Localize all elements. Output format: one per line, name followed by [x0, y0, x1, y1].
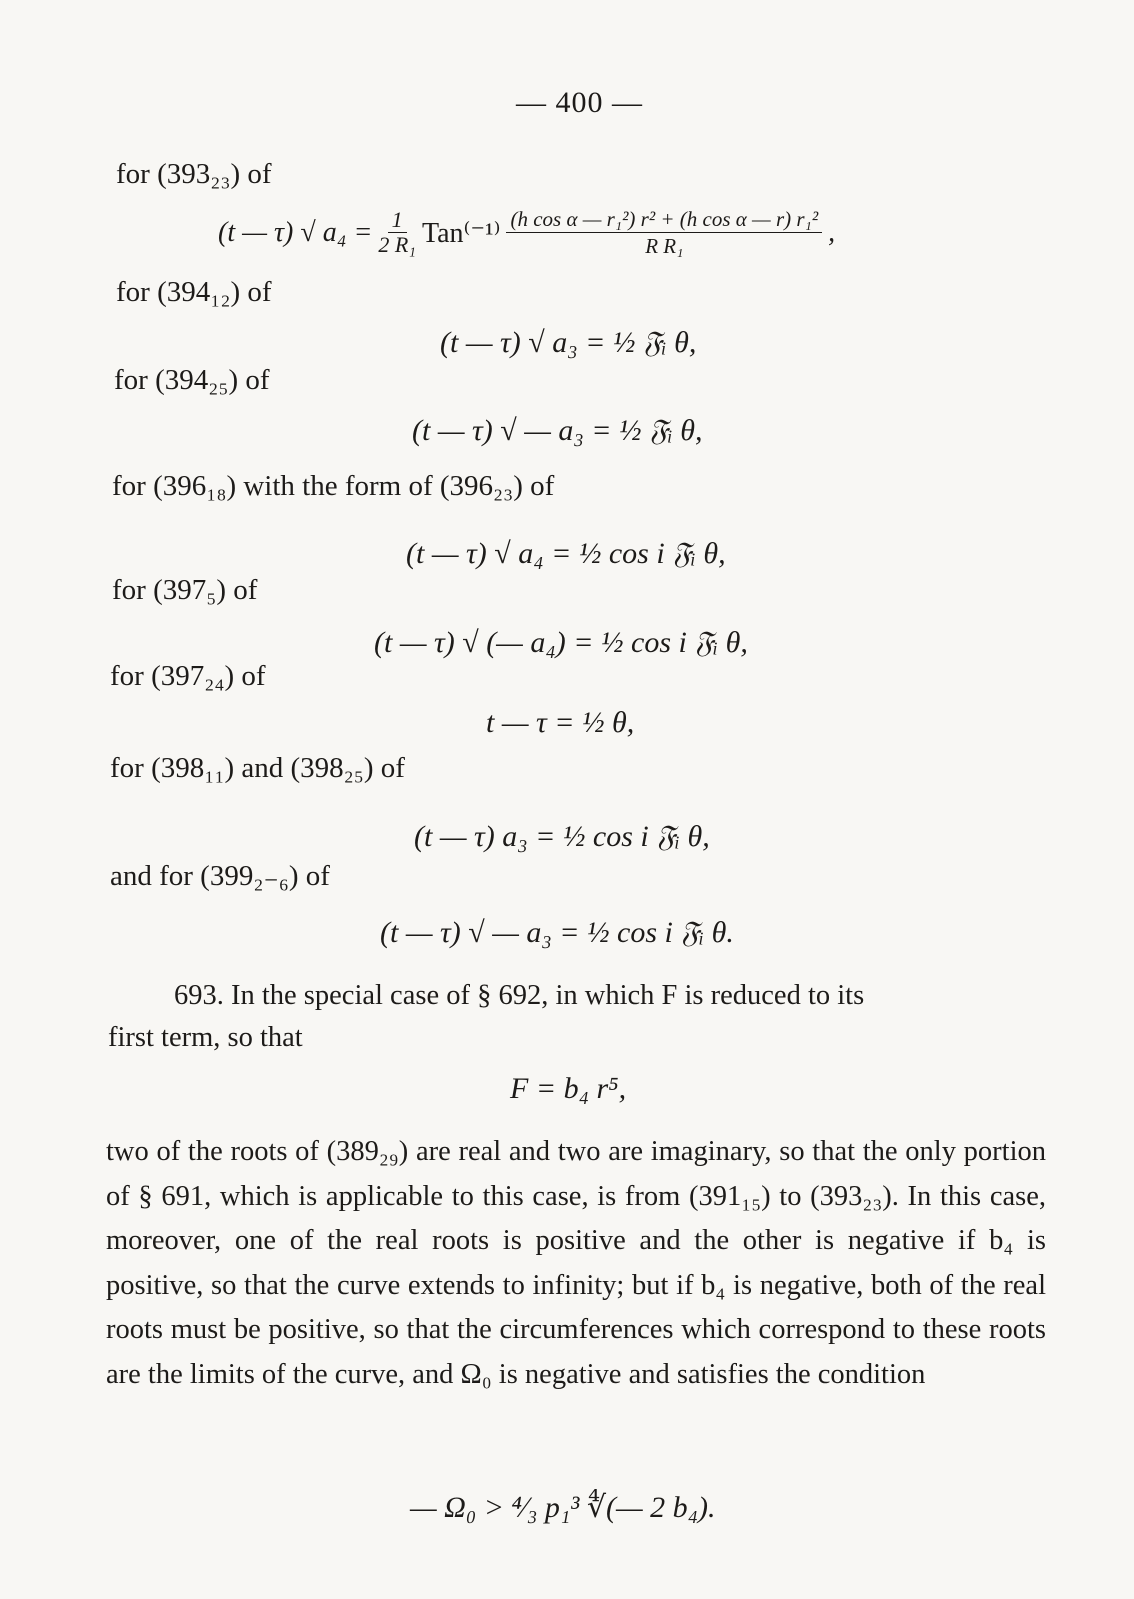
- equation: (t — τ) √ — a₃ = ½ 𝔉ᵢ θ,: [412, 414, 703, 447]
- fraction-numerator: (h cos α — r₁²) r² + (h cos α — r) r₁²: [506, 206, 822, 233]
- paragraph: two of the roots of (389₂₉) are real and two are imaginary, so that the only portion of § 691, which is applicable to this case, is from (391₁₅) to (393₂₃). In this case, moreover, one of the real roots is positive and the other is negative if b₄ is positive, so that the curve extends to infinity; but if b₄ is negative, both of the real roots must be positive, so that the circumferences which correspond to these roots are the limits of the curve, and Ω₀ is negative and satisfies the condition: [106, 1136, 1046, 1390]
- text-line: for (394₂₅) of: [114, 364, 270, 396]
- page-number: — 400 —: [516, 86, 643, 119]
- equation: F = b₄ r⁵,: [510, 1072, 627, 1105]
- text-line: for (397₅) of: [112, 574, 258, 606]
- equation: t — τ = ½ θ,: [486, 706, 635, 739]
- text-line: for (397₂₄) of: [110, 660, 266, 692]
- equation: (t — τ) √ (— a₄) = ½ cos i 𝔉ᵢ θ,: [374, 626, 748, 659]
- text-line: for (394₁₂) of: [116, 276, 272, 308]
- equation: (t — τ) √ a₄ = ½ cos i 𝔉ᵢ θ,: [406, 537, 726, 570]
- equation: (t — τ) a₃ = ½ cos i 𝔉ᵢ θ,: [414, 820, 710, 853]
- equation: — Ω₀ > ⁴⁄₃ p₁³ ∜(— 2 b₄).: [410, 1491, 716, 1524]
- text-line: for (396₁₈) with the form of (396₂₃) of: [112, 470, 555, 502]
- equation-tan: [218, 206, 835, 259]
- text-line: first term, so that: [108, 1022, 303, 1053]
- equation: (t — τ) √ — a₃ = ½ cos i 𝔉ᵢ θ.: [380, 916, 734, 949]
- text-line: for (393₂₃) of: [116, 158, 272, 190]
- argument-fraction: [506, 206, 822, 259]
- fraction-numerator: 1: [388, 208, 407, 233]
- text-line: and for (399₂₋₆) of: [110, 860, 330, 892]
- fraction-denominator: R R₁: [645, 234, 684, 258]
- coefficient-fraction: [378, 208, 416, 257]
- fraction-denominator: 2 R₁: [378, 232, 416, 257]
- equation: (t — τ) √ a₃ = ½ 𝔉ᵢ θ,: [440, 326, 697, 359]
- equation-lhs: (t — τ) √ a₄ =: [218, 216, 373, 248]
- tan-function: Tan⁽⁻¹⁾: [421, 217, 501, 249]
- section-693-line: 693. In the special case of § 692, in which F is reduced to its: [174, 980, 865, 1011]
- text-line: for (398₁₁) and (398₂₅) of: [110, 752, 405, 784]
- equation-comma: ,: [828, 216, 836, 248]
